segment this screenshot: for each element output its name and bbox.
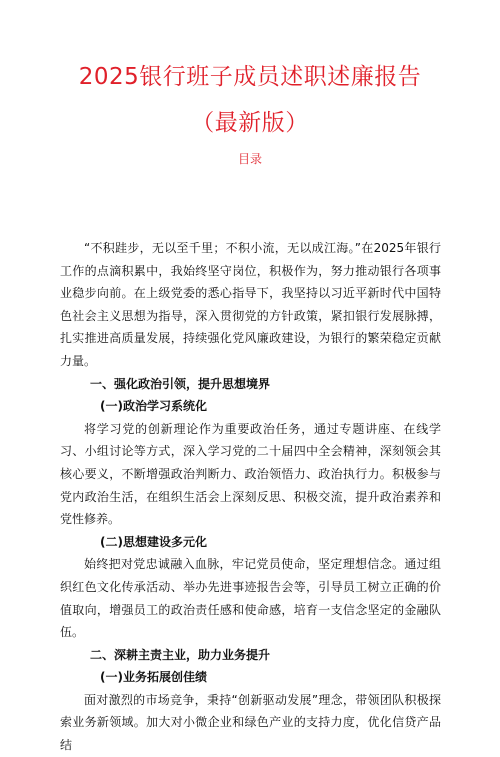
toc-label: 目录	[237, 152, 262, 166]
section-2-heading: 二、深耕主责主业，助力业务提升	[90, 647, 271, 662]
document-title: 2025银行班子成员述职述廉报告	[78, 64, 422, 90]
section-1-2-paragraph: 始终把对党忠诚融入血脉，牢记党员使命，坚定理想信念。通过组织红色文化传承活动、举办先进事迹报告会等，引导员工树立正确的价值取向，增强员工的政治责任感和使命感，培育一支信念坚定的金融队伍。	[60, 557, 441, 640]
section-1-2-heading: (二)思想建设多元化	[100, 534, 207, 549]
intro-paragraph: “不积跬步，无以至千里；不积小流，无以成江海。”在2025年银行工作的点滴积累中，我始终坚守岗位，积极作为，努力推动银行各项事业稳步向前。在上级党委的悉心指导下，我坚持以习近平新时代中国特色社会主义思想为指导，深入贯彻党的方针政策，紧扣银行发展脉搏，扎实推进高质量发展，持续强化党风廉政建设，为银行的繁荣稳定贡献力量。	[60, 241, 441, 368]
report-body	[60, 237, 441, 757]
section-2-1-heading: (一)业务拓展创佳绩	[100, 670, 207, 685]
document-subtitle: （最新版）	[191, 110, 309, 136]
section-1-1-paragraph: 将学习党的创新理论作为重要政治任务，通过专题讲座、在线学习、小组讨论等方式，深入学习党的二十届四中全会精神，深刻领会其核心要义，不断增强政治判断力、政治领悟力、政治执行力。积极参与党内政治生活，在组织生活会上深刻反思、积极交流，提升政治素养和党性修养。	[60, 421, 441, 527]
section-1-1-heading: (一)政治学习系统化	[100, 399, 207, 414]
section-2-1-paragraph: 面对激烈的市场竞争，秉持“创新驱动发展”理念，带领团队积极探索业务新领域。加大对小微企业和绿色产业的支持力度，优化信贷产品结	[60, 692, 441, 753]
section-1-heading: 一、强化政治引领，提升思想境界	[90, 376, 271, 391]
